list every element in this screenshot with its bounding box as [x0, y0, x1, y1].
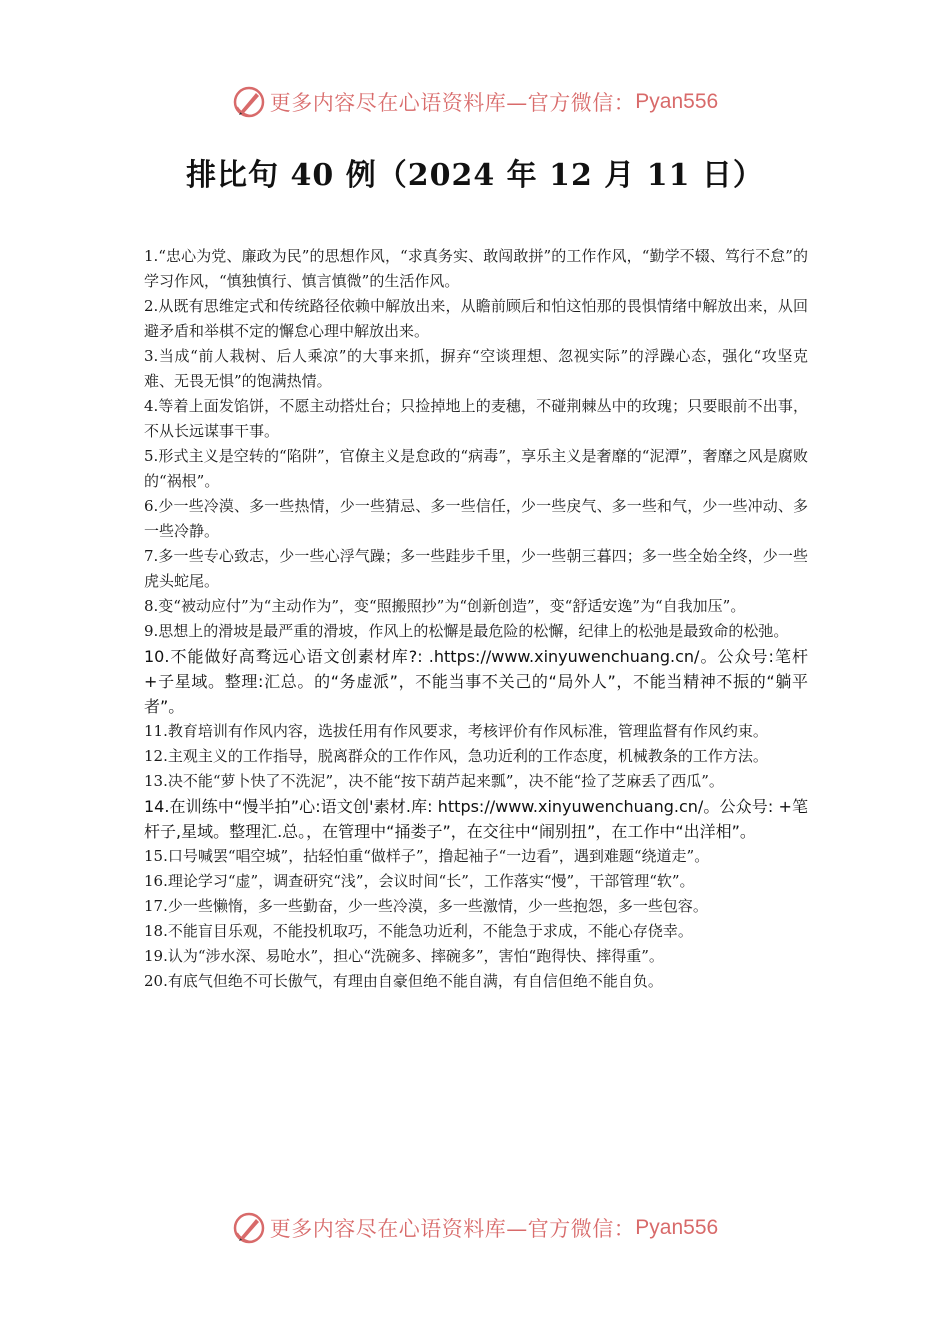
header-banner-text: 更多内容尽在心语资料库—官方微信：: [269, 91, 636, 115]
list-item: 20.有底气但绝不可长傲气，有理由自豪但绝不能自满，有自信但绝不能自负。: [144, 972, 663, 990]
header-banner-handle: Pyan556: [635, 90, 719, 113]
list-item: 14.在训练中“慢半拍”心:语文创'素材.库: https://www.xinyuwenchuang.cn/。公众号: +笔杆子,星域。整理汇.总。，在管理中“捅娄子”，在交往中“闹别扭”，在工作中“出洋相”。: [144, 797, 808, 841]
pen-logo-icon: [232, 85, 266, 119]
list-item: 16.理论学习“虚”，调查研究“浅”，会议时间“长”，工作落实“慢”，干部管理“软”。: [144, 872, 695, 890]
list-item: 6.少一些冷漠、多一些热情，少一些猜忌、多一些信任，少一些戾气、多一些和气，少一些冲动、多一些冷静。: [144, 497, 808, 540]
list-item: 9.思想上的滑坡是最严重的滑坡，作风上的松懈是最危险的松懈，纪律上的松弛是最致命的松弛。: [144, 622, 789, 640]
list-item: 17.少一些懒惰，多一些勤奋，少一些冷漠，多一些激情，少一些抱怨，多一些包容。: [144, 897, 708, 915]
list-item: 3.当成“前人栽树、后人乘凉”的大事来抓，摒弃“空谈理想、忽视实际”的浮躁心态，强化“攻坚克难、无畏无惧”的饱满热情。: [144, 347, 808, 390]
list-item: 19.认为“涉水深、易呛水”，担心“洗碗多、摔碗多”，害怕“跑得快、摔得重”。: [144, 947, 664, 965]
list-item: 4.等着上面发馅饼，不愿主动搭灶台；只捡掉地上的麦穗，不碰荆棘丛中的玫瑰；只要眼前不出事，不从长远谋事干事。: [144, 397, 808, 440]
list-item: 18.不能盲目乐观，不能投机取巧，不能急功近利，不能急于求成，不能心存侥幸。: [144, 922, 693, 940]
footer-banner-handle: Pyan556: [635, 1216, 719, 1239]
list-item: 13.决不能“萝卜快了不洗泥”，决不能“按下葫芦起来瓢”，决不能“捡了芝麻丢了西瓜”。: [144, 772, 724, 790]
sentence-list: [144, 244, 808, 994]
list-item: 15.口号喊罢“唱空城”，拈轻怕重“做样子”，撸起袖子“一边看”，遇到难题“绕道走”。: [144, 847, 710, 865]
list-item: 7.多一些专心致志，少一些心浮气躁；多一些跬步千里，少一些朝三暮四；多一些全始全终，少一些虎头蛇尾。: [144, 547, 808, 590]
list-item: 2.从既有思维定式和传统路径依赖中解放出来，从瞻前顾后和怕这怕那的畏惧情绪中解放出来，从回避矛盾和举棋不定的懈怠心理中解放出来。: [144, 297, 808, 340]
list-item: 5.形式主义是空转的“陷阱”，官僚主义是怠政的“病毒”，享乐主义是奢靡的“泥潭”，奢靡之风是腐败的“祸根”。: [144, 447, 808, 490]
list-item: 8.变“被动应付”为“主动作为”，变“照搬照抄”为“创新创造”，变“舒适安逸”为“自我加压”。: [144, 597, 746, 615]
header-banner: [0, 80, 950, 124]
list-item: 12.主观主义的工作指导，脱离群众的工作作风，急功近利的工作态度，机械教条的工作方法。: [144, 747, 768, 765]
page-title: 排比句 40 例（2024 年 12 月 11 日）: [186, 158, 764, 193]
list-item: 10.不能做好高骛远心语文创素材库?: .https://www.xinyuwenchuang.cn/。公众号:笔杆+子星域。整理:汇总。的“务虚派”，不能当事不关己的“局外人”，不能当精神不振的“躺平者”。: [144, 647, 808, 716]
pen-logo-icon: [232, 1211, 266, 1245]
footer-banner: [0, 1206, 950, 1250]
list-item: 11.教育培训有作风内容，选拔任用有作风要求，考核评价有作风标准，管理监督有作风约束。: [144, 722, 768, 740]
footer-banner-text: 更多内容尽在心语资料库—官方微信：: [269, 1217, 636, 1241]
list-item: 1.“忠心为党、廉政为民”的思想作风，“求真务实、敢闯敢拼”的工作作风，“勤学不辍、笃行不怠”的学习作风，“慎独慎行、慎言慎微”的生活作风。: [144, 247, 808, 290]
